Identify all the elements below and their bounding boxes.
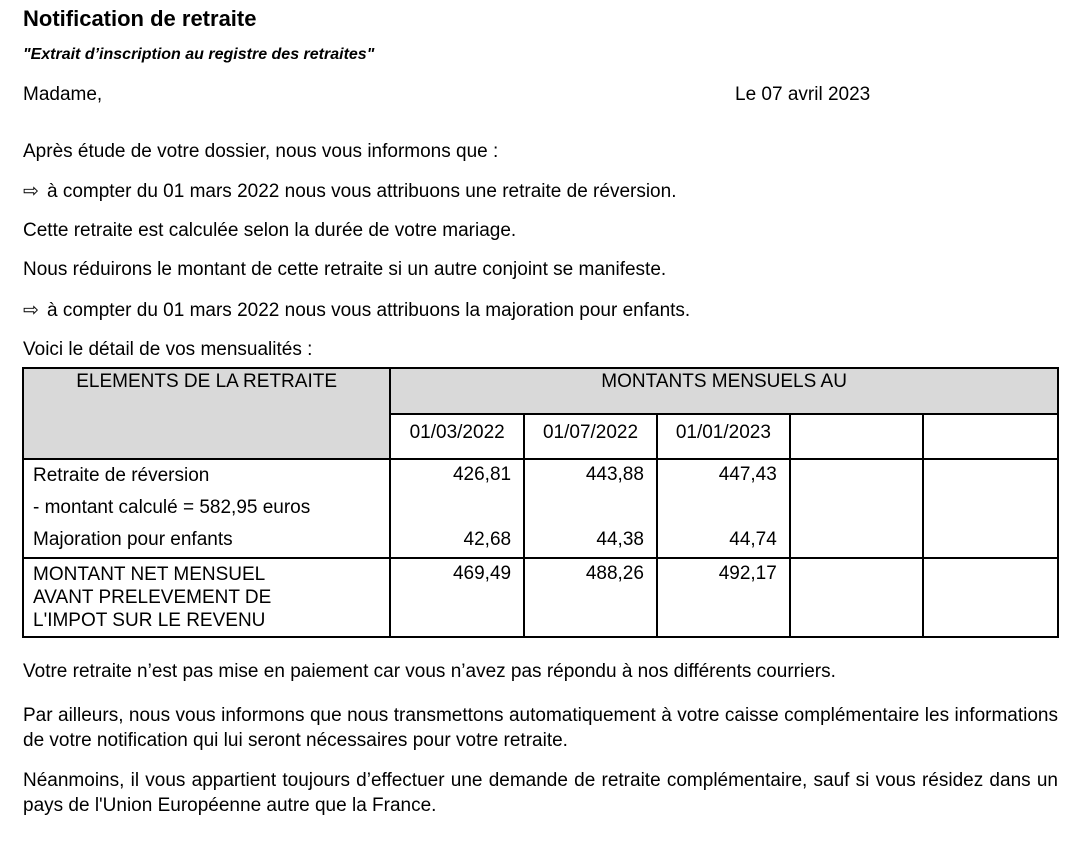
majoration-amount: 44,74 [729, 529, 777, 550]
majoration-amount: 44,38 [596, 529, 644, 550]
complementary-request-text: Néanmoins, il vous appartient toujours d’effectuer une demande de retraite complémentaire, sauf si vous résidez dans un pays de l'Union Européenne autre que la France. [23, 770, 1058, 816]
majoration-amount [924, 525, 1057, 557]
reversion-amount: 426,81 [452, 464, 512, 485]
elements-header: ELEMENTS DE LA RETRAITE [23, 368, 390, 459]
payment-status-text: Votre retraite n’est pas mise en paiement car vous n’avez pas répondu à nos différents courriers. [23, 661, 836, 682]
bullet-reversion [23, 180, 676, 203]
majoration-amount [791, 525, 923, 557]
reversion-sublabel: - montant calculé = 582,95 euros [33, 497, 311, 518]
detail-intro: Voici le détail de vos mensualités : [23, 339, 313, 360]
calculation-note: Cette retraite est calculée selon la durée de votre mariage. [23, 220, 517, 241]
table-row-reversion [23, 459, 1058, 525]
amounts-header: MONTANTS MENSUELS AU [390, 368, 1058, 414]
bullet-majoration-text: à compter du 01 mars 2022 nous vous attribuons la majoration pour enfants. [47, 300, 691, 321]
page-subtitle: "Extrait d’inscription au registre des retraites" [23, 46, 375, 63]
date-header [790, 414, 924, 459]
net-amount [924, 559, 1057, 591]
net-label-line3: L'IMPOT SUR LE REVENU [33, 610, 266, 631]
net-amount: 488,26 [585, 563, 644, 584]
page-title: Notification de retraite [23, 6, 257, 31]
date-header: 01/03/2022 [390, 414, 524, 459]
bullet-majoration [23, 299, 690, 322]
reversion-amount: 443,88 [585, 464, 644, 485]
table-row-net [23, 558, 1058, 637]
majoration-amount: 42,68 [463, 529, 512, 550]
letter-date: Le 07 avril 2023 [735, 84, 871, 105]
reversion-amount [924, 460, 1057, 492]
net-amount: 469,49 [452, 563, 512, 584]
reversion-label: Retraite de réversion [33, 465, 210, 486]
date-header: 01/07/2022 [524, 414, 657, 459]
net-label-line1: MONTANT NET MENSUEL [33, 564, 266, 585]
salutation: Madame, [23, 84, 103, 105]
majoration-label: Majoration pour enfants [33, 529, 233, 550]
intro-text: Après étude de votre dossier, nous vous informons que : [23, 141, 499, 162]
net-amount: 492,17 [718, 563, 777, 584]
reversion-amount [791, 460, 923, 492]
date-header: 01/01/2023 [657, 414, 790, 459]
bullet-reversion-text: à compter du 01 mars 2022 nous vous attribuons une retraite de réversion. [47, 181, 677, 202]
net-amount [791, 559, 923, 591]
complementary-info-text: Par ailleurs, nous vous informons que nous transmettons automatiquement à votre caisse complémentaire les informations de votre notification qui lui seront nécessaires pour votre retraite. [23, 705, 1058, 751]
net-label-line2: AVANT PRELEVEMENT DE [33, 587, 272, 608]
reversion-amount: 447,43 [718, 464, 777, 485]
arrow-right-icon: ⇨ [23, 181, 39, 202]
pension-amounts-table [22, 367, 1059, 638]
table-row-majoration [23, 525, 1058, 558]
reduction-note: Nous réduirons le montant de cette retraite si un autre conjoint se manifeste. [23, 259, 667, 280]
date-header [923, 414, 1058, 459]
arrow-right-icon: ⇨ [23, 300, 39, 321]
